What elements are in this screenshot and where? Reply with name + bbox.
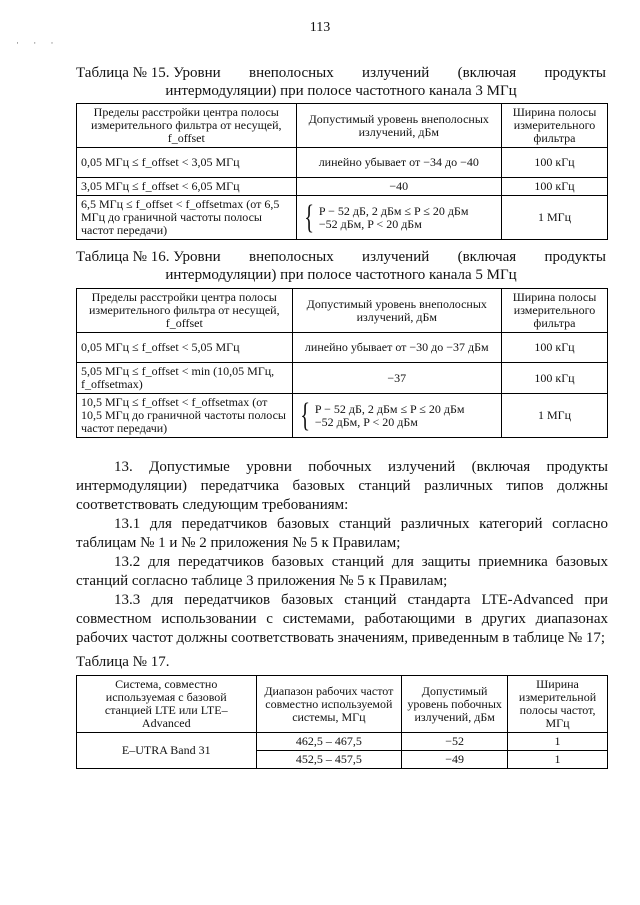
brace-glyph: { [299, 396, 310, 434]
paragraph: 13. Допустимые уровни побочных излучений (включая продукты интермодуляции) передатчика базовых станций различных типов должны соответствовать следующим требованиям: [76, 459, 608, 513]
range-cell: 462,5 – 467,5 [256, 733, 402, 751]
level-cell: −52 [402, 733, 508, 751]
system-cell: E–UTRA Band 31 [77, 733, 257, 769]
range-cell: 3,05 МГц ≤ f_offset < 6,05 МГц [77, 178, 297, 196]
section-13 [76, 458, 608, 648]
range-cell: 452,5 – 457,5 [256, 751, 402, 769]
caption-word: Таблица № 15. Уровни [76, 65, 221, 81]
header-cell: Система, совместно используемая с базовой станцией LTE или LTE–Advanced [77, 676, 257, 733]
caption-line: интермодуляции) при полосе частотного канала 3 МГц [165, 83, 517, 99]
table-row [77, 363, 608, 394]
scan-specks: · · · [16, 38, 60, 48]
width-cell: 1 МГц [502, 196, 608, 240]
range-cell: 5,05 МГц ≤ f_offset < min (10,05 МГц, f_offsetmax) [77, 363, 293, 394]
paragraph: 13.1 для передатчиков базовых станций различных категорий согласно таблицам № 1 и № 2 приложения № 5 к Правилам; [76, 516, 608, 551]
level-cell: −49 [402, 751, 508, 769]
header-cell: Диапазон рабочих частот совместно используемой системы, МГц [256, 676, 402, 733]
brace-glyph: { [303, 198, 314, 236]
caption-line: интермодуляции) при полосе частотного канала 5 МГц [165, 267, 517, 283]
caption-word: продукты [544, 65, 606, 81]
formula-line: −52 дБм, P < 20 дБм [318, 216, 422, 231]
header-cell: Пределы расстройки центра полосы измерительного фильтра от несущей, f_offset [77, 104, 297, 148]
header-cell: Пределы расстройки центра полосы измерительного фильтра от несущей, f_offset [77, 289, 293, 333]
range-cell: 0,05 МГц ≤ f_offset < 3,05 МГц [77, 148, 297, 178]
header-cell: Ширина полосы измерительного фильтра [502, 289, 608, 333]
formula-line: P − 52 дБ, 2 дБм ≤ P ≤ 20 дБм [318, 203, 469, 218]
width-cell: 100 кГц [502, 363, 608, 394]
width-cell: 1 [508, 751, 608, 769]
width-cell: 1 [508, 733, 608, 751]
table-header-row [77, 676, 608, 733]
header-cell: Допустимый уровень внеполосных излучений, дБм [292, 289, 502, 333]
header-cell: Допустимый уровень побочных излучений, дБм [402, 676, 508, 733]
piecewise-formula [297, 396, 465, 434]
caption-word: излучений [362, 65, 430, 81]
table-row [77, 394, 608, 438]
table-16 [76, 288, 608, 438]
header-cell: Допустимый уровень внеполосных излучений, дБм [296, 104, 502, 148]
level-cell: −40 [296, 178, 502, 196]
caption-word: внеполосных [248, 65, 334, 81]
page-number: 113 [309, 20, 331, 35]
header-cell: Ширина измерительной полосы частот, МГц [508, 676, 608, 733]
piecewise-formula [301, 198, 469, 236]
table-17 [76, 675, 608, 769]
caption-word: продукты [544, 249, 606, 265]
caption-word: внеполосных [248, 249, 334, 265]
formula-line: −52 дБм, P < 20 дБм [314, 414, 418, 429]
level-cell: −37 [292, 363, 502, 394]
table-row [77, 148, 608, 178]
paragraph: 13.2 для передатчиков базовых станций для защиты приемника базовых станций согласно таблице 3 приложения № 5 к Правилам; [76, 554, 608, 589]
level-cell: линейно убывает от −30 до −37 дБм [292, 333, 502, 363]
range-cell: 6,5 МГц ≤ f_offset < f_offsetmax (от 6,5 МГц до граничной частоты полосы частот передачи) [77, 196, 297, 240]
width-cell: 100 кГц [502, 333, 608, 363]
table-header-row [77, 104, 608, 148]
level-cell [292, 394, 502, 438]
caption-word: (включая [457, 249, 517, 265]
formula-line: P − 52 дБ, 2 дБм ≤ P ≤ 20 дБм [314, 401, 465, 416]
caption-word: (включая [457, 65, 517, 81]
level-cell [296, 196, 502, 240]
caption-word: Таблица № 16. Уровни [76, 249, 221, 265]
table-row [77, 178, 608, 196]
table-15 [76, 103, 608, 240]
range-cell: 10,5 МГц ≤ f_offset < f_offsetmax (от 10,5 МГц до граничной частоты полосы частот передачи) [77, 394, 293, 438]
table16-caption [76, 248, 606, 284]
table-row [77, 333, 608, 363]
table15-caption [76, 64, 606, 100]
table-header-row [77, 289, 608, 333]
width-cell: 100 кГц [502, 178, 608, 196]
width-cell: 100 кГц [502, 148, 608, 178]
table-row [77, 733, 608, 751]
paragraph: 13.3 для передатчиков базовых станций стандарта LTE-Advanced при совместном использовании с системами, работающими в других диапазонах рабочих частот должны соответствовать значениям, приведенным в таблице № 17; [76, 592, 608, 646]
header-cell: Ширина полосы измерительного фильтра [502, 104, 608, 148]
table-row [77, 196, 608, 240]
level-cell: линейно убывает от −34 до −40 [296, 148, 502, 178]
width-cell: 1 МГц [502, 394, 608, 438]
table17-caption: Таблица № 17. [76, 654, 170, 670]
caption-word: излучений [362, 249, 430, 265]
range-cell: 0,05 МГц ≤ f_offset < 5,05 МГц [77, 333, 293, 363]
